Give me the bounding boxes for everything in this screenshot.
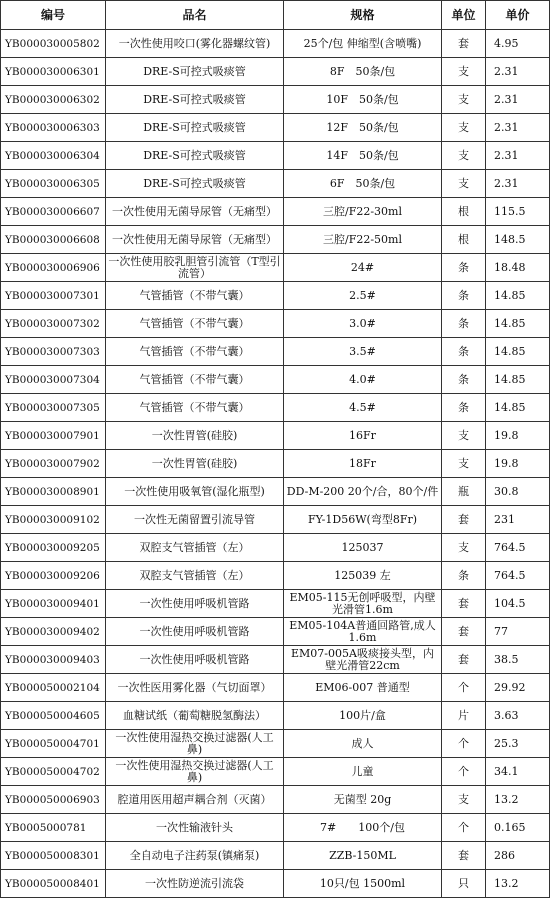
- cell-unit: 个: [442, 814, 486, 842]
- table-row: [1, 814, 550, 842]
- cell-code: YB000030006303: [1, 114, 106, 142]
- cell-unit: 支: [442, 114, 486, 142]
- cell-price: 286: [486, 842, 550, 870]
- cell-unit: 个: [442, 758, 486, 786]
- table-row: [1, 870, 550, 898]
- cell-price: 14.85: [486, 310, 550, 338]
- cell-name: 一次性使用呼吸机管路: [106, 646, 284, 674]
- cell-unit: 条: [442, 366, 486, 394]
- cell-unit: 片: [442, 702, 486, 730]
- table-row: [1, 366, 550, 394]
- cell-name: 双腔支气管插管（左）: [106, 562, 284, 590]
- cell-code: YB000050004605: [1, 702, 106, 730]
- cell-code: YB000030009403: [1, 646, 106, 674]
- cell-price: 4.95: [486, 30, 550, 58]
- cell-price: 104.5: [486, 590, 550, 618]
- cell-price: 25.3: [486, 730, 550, 758]
- cell-price: 115.5: [486, 198, 550, 226]
- cell-spec: 儿童: [284, 758, 442, 786]
- cell-price: 13.2: [486, 786, 550, 814]
- cell-code: YB000050008301: [1, 842, 106, 870]
- cell-price: 2.31: [486, 142, 550, 170]
- table-row: [1, 730, 550, 758]
- cell-unit: 支: [442, 450, 486, 478]
- cell-price: 13.2: [486, 870, 550, 898]
- cell-spec: ZZB-150ML: [284, 842, 442, 870]
- cell-code: YB000050004702: [1, 758, 106, 786]
- table-row: [1, 114, 550, 142]
- cell-unit: 条: [442, 254, 486, 282]
- cell-unit: 根: [442, 226, 486, 254]
- cell-name: DRE-S可控式吸痰管: [106, 114, 284, 142]
- cell-name: 一次性使用吸氧管(湿化瓶型): [106, 478, 284, 506]
- cell-name: DRE-S可控式吸痰管: [106, 170, 284, 198]
- cell-price: 0.165: [486, 814, 550, 842]
- cell-price: 14.85: [486, 394, 550, 422]
- table-row: [1, 758, 550, 786]
- cell-spec: 125037: [284, 534, 442, 562]
- cell-price: 764.5: [486, 562, 550, 590]
- cell-unit: 支: [442, 58, 486, 86]
- cell-code: YB000030005802: [1, 30, 106, 58]
- cell-unit: 套: [442, 506, 486, 534]
- cell-spec: 4.5#: [284, 394, 442, 422]
- header-name: 品名: [106, 1, 284, 30]
- cell-spec: 2.5#: [284, 282, 442, 310]
- header-price: 单价: [486, 1, 550, 30]
- cell-unit: 条: [442, 338, 486, 366]
- cell-spec: 10F 50条/包: [284, 86, 442, 114]
- cell-unit: 只: [442, 870, 486, 898]
- cell-code: YB000030007303: [1, 338, 106, 366]
- cell-name: 一次性胃管(硅胶): [106, 450, 284, 478]
- table-row: [1, 394, 550, 422]
- cell-name: 双腔支气管插管（左）: [106, 534, 284, 562]
- header-row: [1, 1, 550, 30]
- cell-spec: 18Fr: [284, 450, 442, 478]
- table-row: [1, 338, 550, 366]
- cell-code: YB000030006305: [1, 170, 106, 198]
- cell-unit: 个: [442, 730, 486, 758]
- cell-name: 一次性使用湿热交换过滤器(人工鼻): [106, 730, 284, 758]
- cell-spec: 无菌型 20g: [284, 786, 442, 814]
- table-row: [1, 618, 550, 646]
- cell-price: 764.5: [486, 534, 550, 562]
- cell-code: YB000030007302: [1, 310, 106, 338]
- header-unit: 单位: [442, 1, 486, 30]
- cell-code: YB000050002104: [1, 674, 106, 702]
- cell-price: 231: [486, 506, 550, 534]
- cell-spec: 3.5#: [284, 338, 442, 366]
- cell-name: DRE-S可控式吸痰管: [106, 58, 284, 86]
- table-row: [1, 254, 550, 282]
- cell-unit: 条: [442, 310, 486, 338]
- cell-spec: EM06-007 普通型: [284, 674, 442, 702]
- cell-name: 一次性使用无菌导尿管（无痛型）: [106, 198, 284, 226]
- cell-unit: 支: [442, 142, 486, 170]
- cell-code: YB000030008901: [1, 478, 106, 506]
- cell-spec: EM05-115无创呼吸型，内壁光滑管1.6m: [284, 590, 442, 618]
- cell-spec: 25个/包 伸缩型(含喷嘴): [284, 30, 442, 58]
- cell-price: 14.85: [486, 338, 550, 366]
- cell-unit: 瓶: [442, 478, 486, 506]
- table-row: [1, 142, 550, 170]
- cell-name: 气管插管（不带气囊）: [106, 282, 284, 310]
- cell-name: 一次性防逆流引流袋: [106, 870, 284, 898]
- cell-spec: 16Fr: [284, 422, 442, 450]
- table-row: [1, 198, 550, 226]
- cell-spec: FY-1D56W(弯型8Fr): [284, 506, 442, 534]
- cell-code: YB000050004701: [1, 730, 106, 758]
- cell-name: 全自动电子注药泵(镇痛泵): [106, 842, 284, 870]
- cell-name: 一次性输液针头: [106, 814, 284, 842]
- cell-price: 3.63: [486, 702, 550, 730]
- table-row: [1, 478, 550, 506]
- cell-spec: 成人: [284, 730, 442, 758]
- cell-unit: 套: [442, 618, 486, 646]
- cell-unit: 套: [442, 646, 486, 674]
- cell-name: 气管插管（不带气囊）: [106, 338, 284, 366]
- cell-spec: EM07-005A吸痰接头型，内壁光滑管22cm: [284, 646, 442, 674]
- cell-code: YB000030009402: [1, 618, 106, 646]
- cell-unit: 条: [442, 282, 486, 310]
- cell-unit: 个: [442, 674, 486, 702]
- cell-price: 14.85: [486, 366, 550, 394]
- cell-name: 一次性使用胶乳胆管引流管（T型引流管）: [106, 254, 284, 282]
- cell-name: 血糖试纸（葡萄糖脱氢酶法）: [106, 702, 284, 730]
- cell-unit: 支: [442, 422, 486, 450]
- cell-spec: 三腔/F22-30ml: [284, 198, 442, 226]
- table-row: [1, 310, 550, 338]
- cell-code: YB000030009102: [1, 506, 106, 534]
- cell-price: 148.5: [486, 226, 550, 254]
- table-row: [1, 842, 550, 870]
- cell-spec: EM05-104A普通回路管,成人 1.6m: [284, 618, 442, 646]
- header-code: 编号: [1, 1, 106, 30]
- table-row: [1, 590, 550, 618]
- cell-spec: 3.0#: [284, 310, 442, 338]
- cell-unit: 根: [442, 198, 486, 226]
- cell-price: 18.48: [486, 254, 550, 282]
- table-row: [1, 226, 550, 254]
- cell-price: 38.5: [486, 646, 550, 674]
- cell-code: YB000030006302: [1, 86, 106, 114]
- cell-unit: 条: [442, 394, 486, 422]
- cell-code: YB000030009401: [1, 590, 106, 618]
- cell-name: 气管插管（不带气囊）: [106, 394, 284, 422]
- cell-spec: 三腔/F22-50ml: [284, 226, 442, 254]
- cell-unit: 套: [442, 842, 486, 870]
- table-row: [1, 450, 550, 478]
- table-row: [1, 674, 550, 702]
- cell-spec: 12F 50条/包: [284, 114, 442, 142]
- cell-code: YB000030009206: [1, 562, 106, 590]
- table-row: [1, 422, 550, 450]
- cell-spec: 6F 50条/包: [284, 170, 442, 198]
- cell-price: 2.31: [486, 86, 550, 114]
- cell-name: 一次性无菌留置引流导管: [106, 506, 284, 534]
- cell-spec: DD-M-200 20个/合，80个/件: [284, 478, 442, 506]
- table-row: [1, 786, 550, 814]
- cell-price: 29.92: [486, 674, 550, 702]
- cell-name: 气管插管（不带气囊）: [106, 310, 284, 338]
- cell-unit: 套: [442, 30, 486, 58]
- cell-name: 腔道用医用超声耦合剂（灭菌）: [106, 786, 284, 814]
- cell-spec: 14F 50条/包: [284, 142, 442, 170]
- cell-name: 一次性使用呼吸机管路: [106, 618, 284, 646]
- cell-spec: 7# 100个/包: [284, 814, 442, 842]
- cell-name: 一次性使用湿热交换过滤器(人工鼻): [106, 758, 284, 786]
- cell-unit: 条: [442, 562, 486, 590]
- table-row: [1, 506, 550, 534]
- cell-name: 气管插管（不带气囊）: [106, 366, 284, 394]
- cell-code: YB000030007304: [1, 366, 106, 394]
- cell-code: YB000030006301: [1, 58, 106, 86]
- table-row: [1, 534, 550, 562]
- cell-code: YB000030007902: [1, 450, 106, 478]
- table-row: [1, 702, 550, 730]
- cell-code: YB000030007301: [1, 282, 106, 310]
- cell-spec: 125039 左: [284, 562, 442, 590]
- cell-price: 2.31: [486, 58, 550, 86]
- cell-code: YB000030006607: [1, 198, 106, 226]
- cell-price: 2.31: [486, 170, 550, 198]
- cell-unit: 支: [442, 170, 486, 198]
- cell-name: DRE-S可控式吸痰管: [106, 142, 284, 170]
- cell-name: 一次性使用呼吸机管路: [106, 590, 284, 618]
- table-row: [1, 170, 550, 198]
- table-body: [1, 30, 550, 898]
- header-spec: 规格: [284, 1, 442, 30]
- cell-code: YB000030006304: [1, 142, 106, 170]
- cell-code: YB000030007305: [1, 394, 106, 422]
- cell-code: YB000030006608: [1, 226, 106, 254]
- cell-code: YB000050008401: [1, 870, 106, 898]
- cell-price: 77: [486, 618, 550, 646]
- cell-name: 一次性使用咬口(雾化器螺纹管): [106, 30, 284, 58]
- cell-unit: 套: [442, 590, 486, 618]
- cell-spec: 10只/包 1500ml: [284, 870, 442, 898]
- cell-price: 30.8: [486, 478, 550, 506]
- cell-name: 一次性使用无菌导尿管（无痛型）: [106, 226, 284, 254]
- cell-code: YB000030006906: [1, 254, 106, 282]
- cell-spec: 4.0#: [284, 366, 442, 394]
- cell-unit: 支: [442, 86, 486, 114]
- table-row: [1, 562, 550, 590]
- cell-name: 一次性医用雾化器（气切面罩）: [106, 674, 284, 702]
- cell-name: 一次性胃管(硅胶): [106, 422, 284, 450]
- cell-code: YB000030007901: [1, 422, 106, 450]
- table-row: [1, 30, 550, 58]
- table-row: [1, 58, 550, 86]
- cell-price: 19.8: [486, 422, 550, 450]
- cell-unit: 支: [442, 786, 486, 814]
- table-row: [1, 646, 550, 674]
- cell-spec: 24#: [284, 254, 442, 282]
- cell-price: 19.8: [486, 450, 550, 478]
- cell-code: YB000050006903: [1, 786, 106, 814]
- table-row: [1, 86, 550, 114]
- cell-price: 34.1: [486, 758, 550, 786]
- cell-code: YB0005000781: [1, 814, 106, 842]
- cell-price: 14.85: [486, 282, 550, 310]
- cell-name: DRE-S可控式吸痰管: [106, 86, 284, 114]
- table-row: [1, 282, 550, 310]
- cell-unit: 支: [442, 534, 486, 562]
- cell-spec: 100片/盒: [284, 702, 442, 730]
- cell-price: 2.31: [486, 114, 550, 142]
- cell-spec: 8F 50条/包: [284, 58, 442, 86]
- cell-code: YB000030009205: [1, 534, 106, 562]
